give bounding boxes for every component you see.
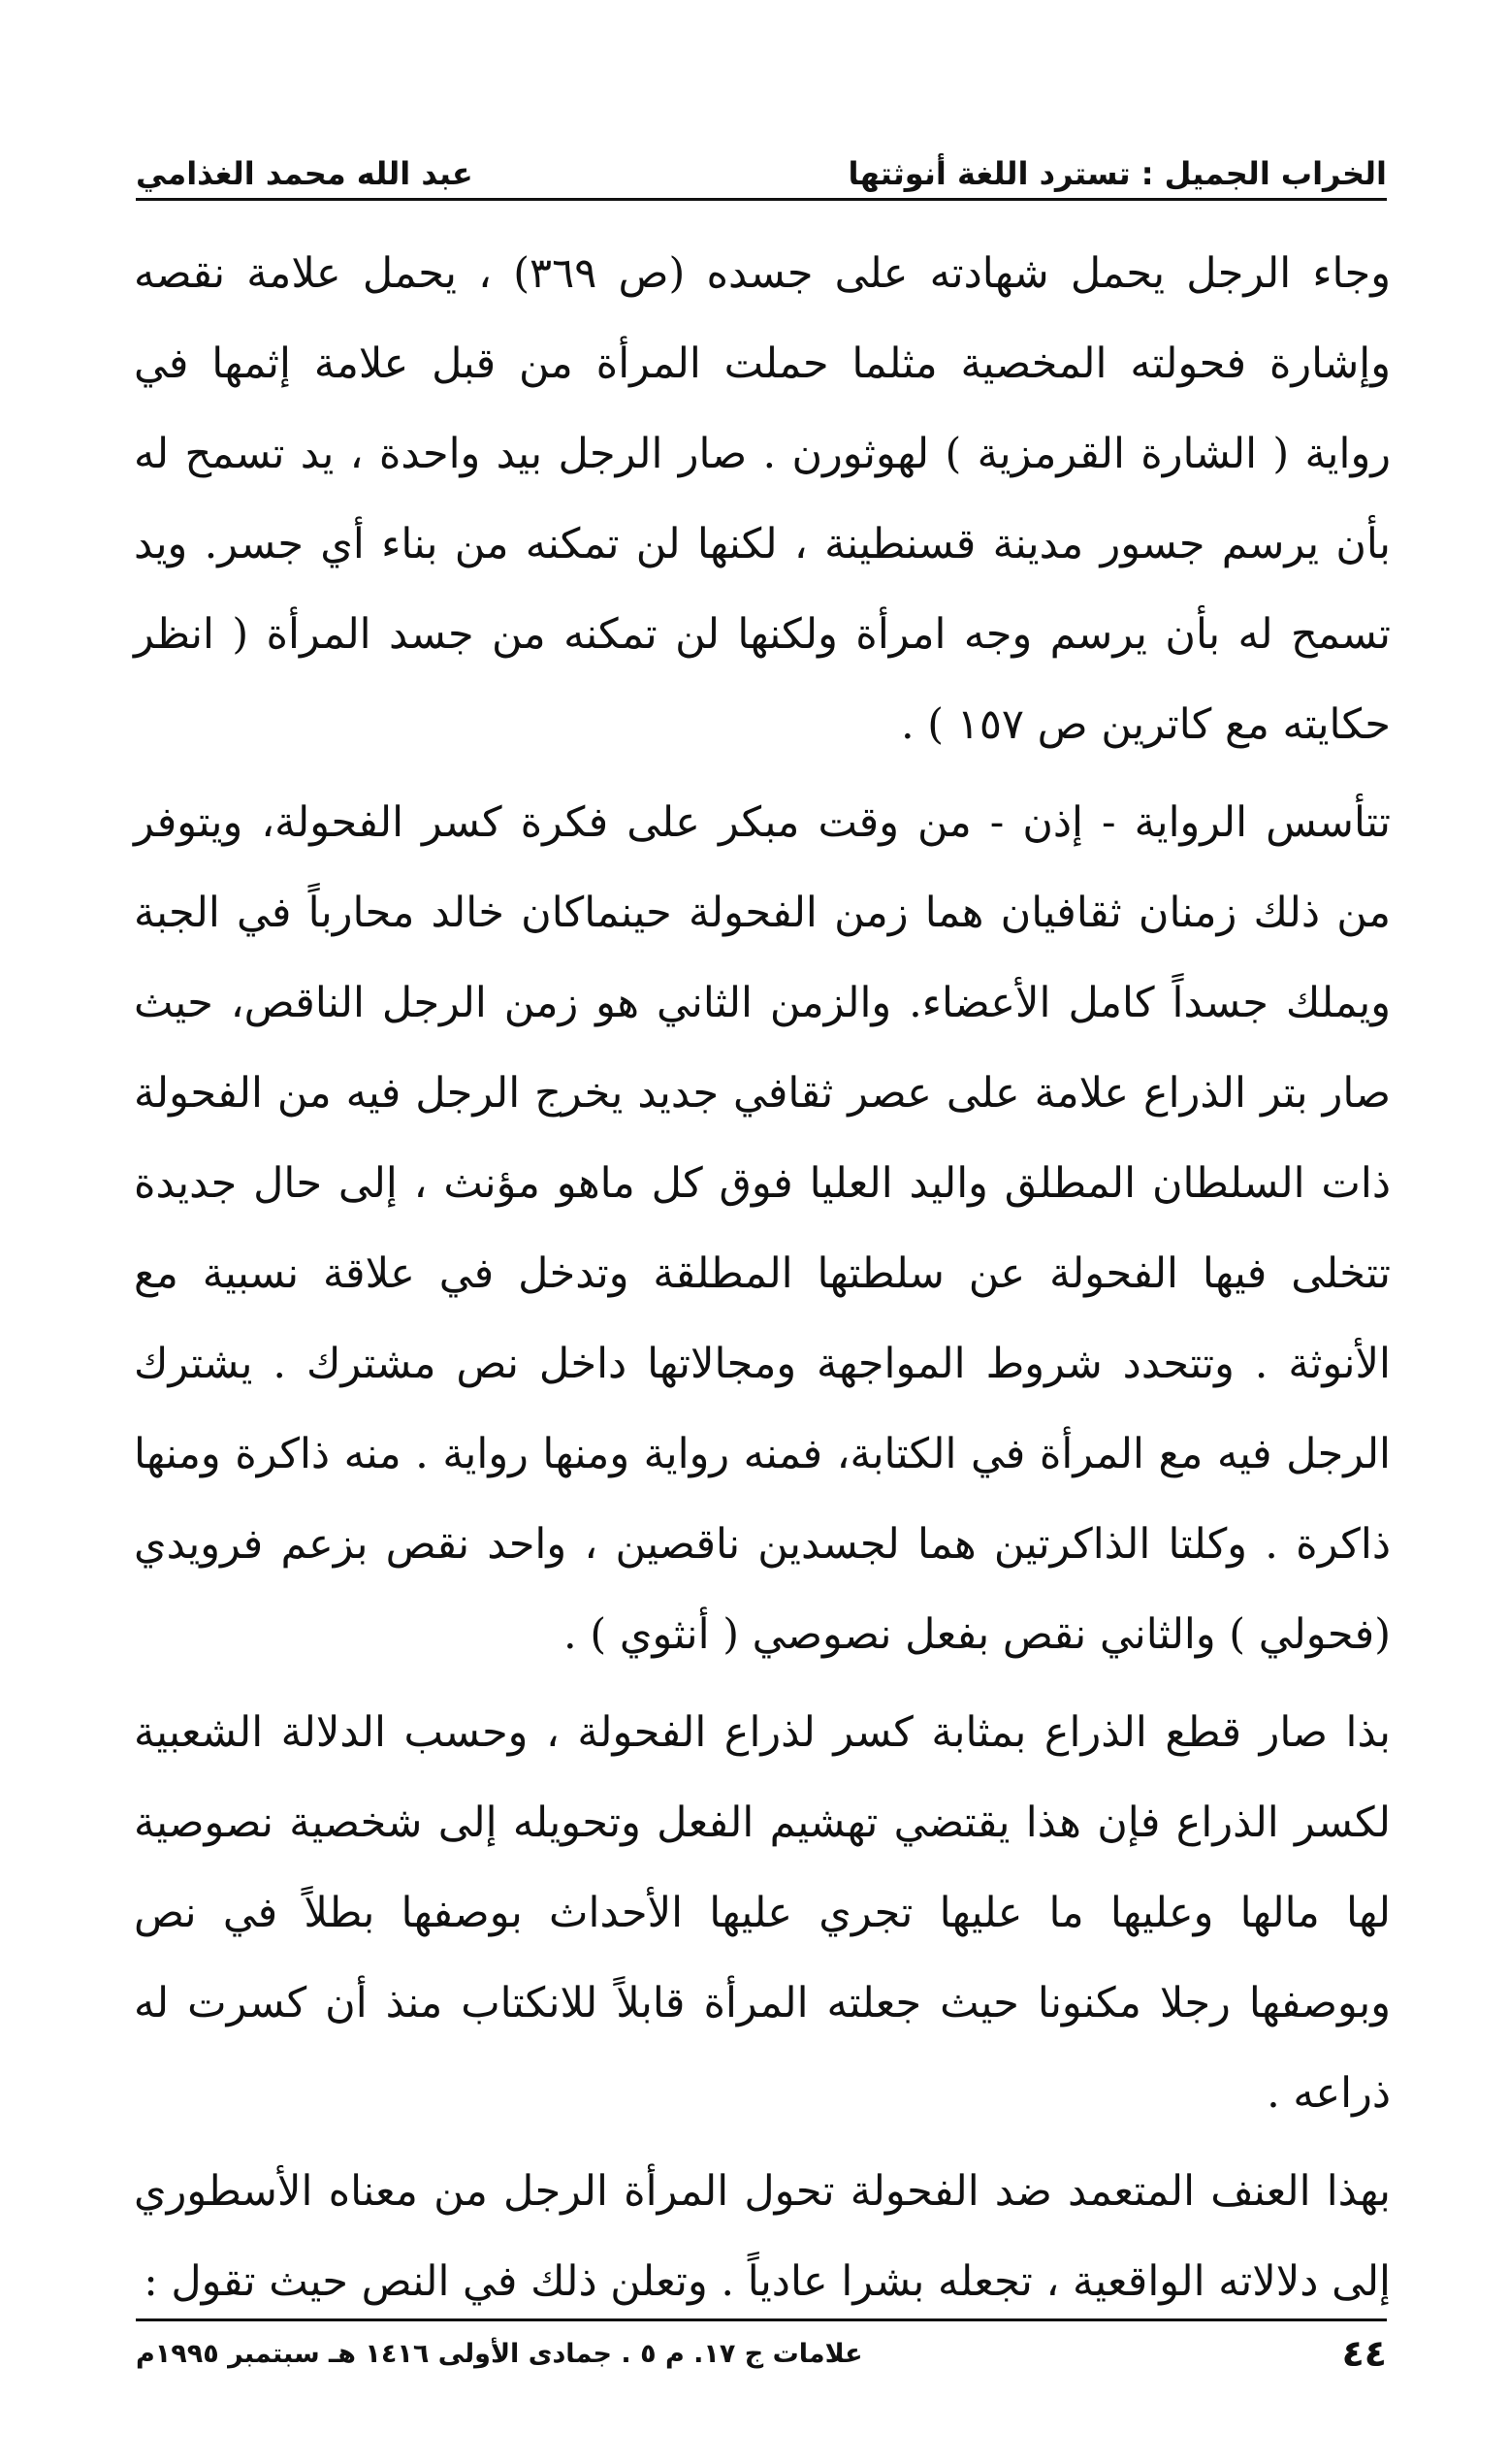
publication-info: علامات ج ١٧. م ٥ . جمادى الأولى ١٤١٦ هـ سبتمبر ١٩٩٥م [136, 2338, 863, 2369]
author-name: عبد الله محمد الغذامي [136, 155, 473, 192]
body-text [134, 229, 1391, 2335]
running-header [136, 134, 1387, 192]
page-number: ٤٤ [1341, 2332, 1387, 2375]
footer-divider [136, 2318, 1387, 2321]
paragraph: بذا صار قطع الذراع بمثابة كسر لذراع الفحولة ، وحسب الدلالة الشعبية لكسر الذراع فإن هذا يقتضي تهشيم الفعل وتحويله إلى شخصية نصوصية لها مالها وعليها ما عليها تجري عليها الأحداث بوصفها بطلاً في نص وبوصفها رجلا مكنونا حيث جعلته المرأة قابلاً للانكتاب منذ أن كسرت له ذراعه . [134, 1708, 1391, 2118]
paragraph: بهذا العنف المتعمد ضد الفحولة تحول المرأة الرجل من معناه الأسطوري إلى دلالاته الواقعية ، تجعله بشرا عادياً . وتعلن ذلك في النص حيث تقول : [134, 2167, 1391, 2306]
book-title: الخراب الجميل : تسترد اللغة أنوثتها [848, 155, 1387, 192]
paragraph: تتأسس الرواية - إذن - من وقت مبكر على فكرة كسر الفحولة، ويتوفر من ذلك زمنان ثقافيان هما زمن الفحولة حينماكان خالد محارباً في الجبة ويملك جسداً كامل الأعضاء. والزمن الثاني هو زمن الرجل الناقص، حيث صار بتر الذراع علامة على عصر ثقافي جديد يخرج الرجل فيه من الفحولة ذات السلطان المطلق واليد العليا فوق كل ماهو مؤنث ، إلى حال جديدة تتخلى فيها الفحولة عن سلطتها المطلقة وتدخل في علاقة نسبية مع الأنوثة . وتتحدد شروط المواجهة ومجالاتها داخل نص مشترك . يشترك الرجل فيه مع المرأة في الكتابة، فمنه رواية ومنها رواية . منه ذاكرة ومنها ذاكرة . وكلتا الذاكرتين هما لجسدين ناقصين ، واحد نقص بزعم فرويدي (فحولي ) والثاني نقص بفعل نصوصي ( أنثوي ) . [134, 798, 1391, 1659]
paragraph: وجاء الرجل يحمل شهادته على جسده (ص ٣٦٩) ، يحمل علامة نقصه وإشارة فحولته المخصية مثلما حملت المرأة من قبل علامة إثمها في رواية ( الشارة القرمزية ) لهوثورن . صار الرجل بيد واحدة ، يد تسمح له بأن يرسم جسور مدينة قسنطينة ، لكنها لن تمكنه من بناء أي جسر. ويد تسمح له بأن يرسم وجه امرأة ولكنها لن تمكنه من جسد المرأة ( انظر حكايته مع كاترين ص ١٥٧ ) . [134, 249, 1391, 749]
header-divider [136, 198, 1387, 201]
running-footer [136, 2326, 1387, 2381]
